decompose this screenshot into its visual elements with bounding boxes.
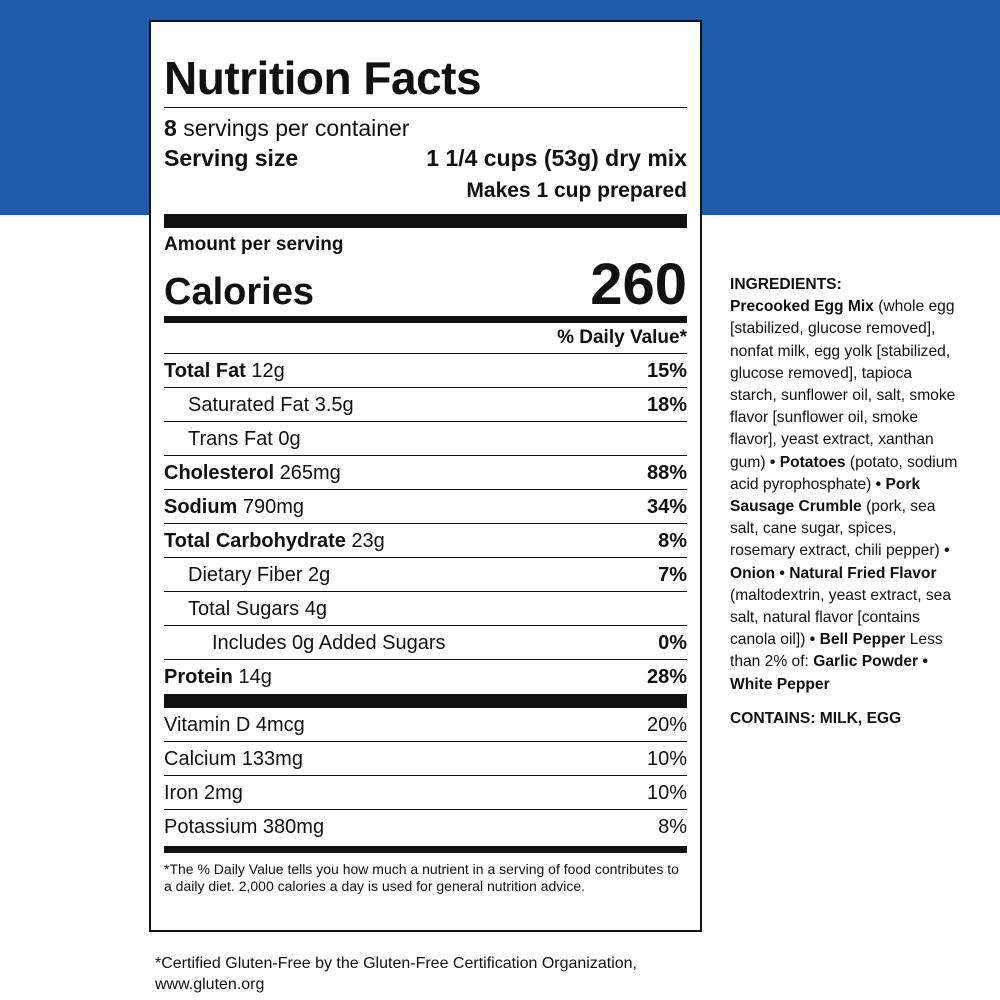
nutrient-row-total-sugars xyxy=(164,592,687,626)
nutrient-dv: 0% xyxy=(658,632,687,654)
nutrient-name: Total Fat xyxy=(164,360,246,382)
calories-label: Calories xyxy=(164,271,314,313)
servings-count: 8 xyxy=(164,115,177,141)
nutrient-name: Saturated Fat xyxy=(188,394,310,416)
nutrient-amount: 14g xyxy=(238,666,272,688)
nutrient-name: Trans Fat xyxy=(188,428,273,450)
nutrient-amount: 12g xyxy=(251,360,285,382)
gluten-free-certification: *Certified Gluten-Free by the Gluten-Free Certification Organization, www.gluten.org xyxy=(155,955,637,993)
nutrient-name: Dietary Fiber xyxy=(188,564,303,586)
ingredient-potatoes: Potatoes xyxy=(779,453,846,471)
nutrient-dv: 18% xyxy=(646,394,687,416)
bullet-separator: • xyxy=(944,542,950,560)
vitamin-dv: 10% xyxy=(646,782,687,804)
vitamin-name: Iron 2mg xyxy=(164,782,243,804)
nutrient-name: Cholesterol xyxy=(164,462,275,484)
nutrient-amount: 4g xyxy=(304,598,327,620)
vitamin-dv: 10% xyxy=(646,748,687,770)
nutrient-dv: 34% xyxy=(646,496,687,518)
nutrient-row-protein xyxy=(164,660,687,694)
ingredients-list xyxy=(730,296,960,696)
nutrition-facts-label xyxy=(149,20,702,932)
vitamin-dv: 20% xyxy=(646,714,687,736)
nutrient-dv: 88% xyxy=(646,462,687,484)
divider-medium xyxy=(164,846,687,853)
nutrient-name: Protein xyxy=(164,666,233,688)
nutrient-amount: 2g xyxy=(308,564,331,586)
serving-size-row xyxy=(164,144,687,172)
ingredient-white-pepper: White Pepper xyxy=(730,675,830,693)
vitamin-row-potassium xyxy=(164,810,687,844)
nutrient-amount: 790mg xyxy=(242,496,305,518)
amount-per-serving: Amount per serving xyxy=(164,234,344,255)
bullet-separator: • xyxy=(922,653,928,671)
vitamin-name: Vitamin D 4mcg xyxy=(164,714,305,736)
bullet-separator: • xyxy=(875,475,882,493)
allergen-statement: CONTAINS: MILK, EGG xyxy=(730,709,902,727)
ingredient-fried-flavor: Natural Fried Flavor xyxy=(789,564,937,582)
servings-text: servings per container xyxy=(183,115,410,141)
nutrient-name: Total Carbohydrate xyxy=(164,530,346,552)
ingredient-fried-flavor-detail: (maltodextrin, yeast extract, sea salt, natural flavor [contains canola oil]) xyxy=(730,586,952,649)
nutrient-amount: 265mg xyxy=(279,462,341,484)
nutrient-amount: 0g xyxy=(278,428,301,450)
ingredients-heading: INGREDIENTS: xyxy=(730,276,842,293)
divider-thick xyxy=(164,694,687,708)
vitamin-row-vitamin-d xyxy=(164,708,687,742)
nutrient-dv: 15% xyxy=(646,360,687,382)
servings-per-container xyxy=(164,114,687,142)
nutrient-row-total-fat xyxy=(164,354,687,388)
ingredient-egg-mix: Precooked Egg Mix xyxy=(730,298,874,316)
daily-value-footnote: *The % Daily Value tells you how much a nutrient in a serving of food contributes to a daily diet. 2,000 calories a day is used for general nutrition advice. xyxy=(164,861,679,894)
nutrient-dv: 28% xyxy=(646,666,687,688)
vitamin-name: Potassium 380mg xyxy=(164,816,325,838)
nutrient-row-trans-fat xyxy=(164,422,687,456)
ingredient-sausage-detail: (pork, sea salt, cane sugar, spices, rosemary extract, chili pepper) xyxy=(730,498,940,560)
makes-prepared: Makes 1 cup prepared xyxy=(466,179,687,202)
ingredient-bell-pepper: Bell Pepper xyxy=(819,631,906,649)
nutrient-dv: 8% xyxy=(658,530,687,552)
vitamin-row-calcium xyxy=(164,742,687,776)
nutrient-row-added-sugars xyxy=(164,626,687,660)
ingredient-potatoes-detail: (potato, sodium acid pyrophosphate) xyxy=(730,453,958,493)
ingredient-less-than: Less than 2% of: xyxy=(730,631,943,671)
serving-size-label: Serving size xyxy=(164,145,299,171)
daily-value-header: % Daily Value* xyxy=(164,323,687,354)
ingredient-sausage: Pork Sausage Crumble xyxy=(730,475,921,516)
nutrient-name: Total Sugars xyxy=(188,598,300,620)
nutrient-amount: 3.5g xyxy=(314,394,354,416)
nutrient-row-saturated-fat xyxy=(164,388,687,422)
nutrient-row-total-carbohydrate xyxy=(164,524,687,558)
ingredient-onion: Onion xyxy=(730,564,776,582)
vitamin-name: Calcium 133mg xyxy=(164,748,303,770)
nutrient-row-dietary-fiber xyxy=(164,558,687,592)
nutrient-amount: 23g xyxy=(351,530,385,552)
nutrient-row-cholesterol xyxy=(164,456,687,490)
divider-thick xyxy=(164,214,687,228)
vitamin-dv: 8% xyxy=(658,816,687,838)
bullet-separator: • xyxy=(809,631,816,649)
serving-size-value: 1 1/4 cups (53g) dry mix xyxy=(426,145,687,171)
bullet-separator: • xyxy=(779,564,785,582)
bullet-separator: • xyxy=(769,453,776,471)
ingredients-panel xyxy=(730,274,960,730)
nutrient-name: Includes 0g Added Sugars xyxy=(212,632,446,654)
vitamin-row-iron xyxy=(164,776,687,810)
nutrient-row-sodium xyxy=(164,490,687,524)
nutrition-facts-title: Nutrition Facts xyxy=(164,52,687,108)
nutrient-name: Sodium xyxy=(164,496,238,518)
ingredient-egg-mix-detail: (whole egg [stabilized, glucose removed], nonfat milk, egg yolk [stabilized, glucose removed], tapioca starch, sunflower oil, salt, smoke flavor [sunflower oil, smoke flavor], yeast extract, xanthan gum) xyxy=(730,298,956,471)
calories-row xyxy=(164,252,687,323)
nutrient-dv: 7% xyxy=(658,564,687,586)
calories-value: 260 xyxy=(590,252,687,317)
ingredient-garlic: Garlic Powder xyxy=(813,653,919,671)
